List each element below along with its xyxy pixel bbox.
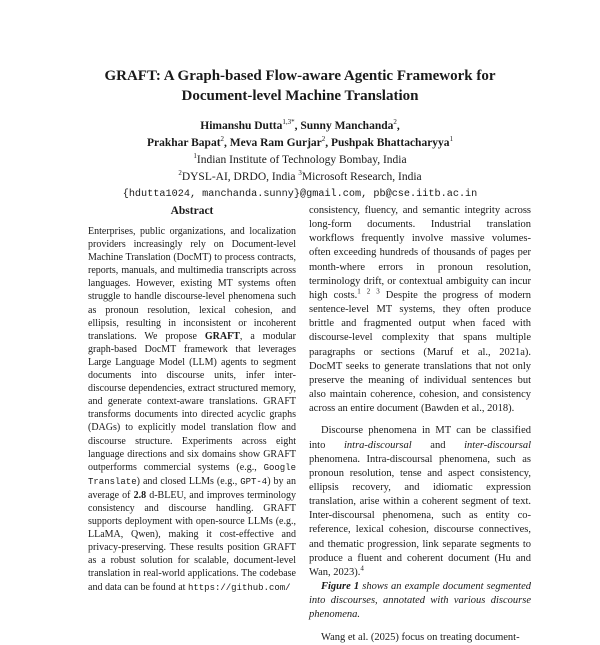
footnote-mark[interactable]: 1 <box>357 287 361 296</box>
footnote-mark[interactable]: 2 <box>366 287 371 296</box>
abstract-text-segment: ) by an average of <box>88 475 296 501</box>
author-separator: , <box>396 120 400 132</box>
abstract-text <box>88 225 296 595</box>
left-column <box>88 205 296 595</box>
abstract-text-segment: , a modular graph-based DocMT framework that leverages Large Language Model (LLM) agents to segment documents into discourse units, infer inter-discourse dependencies, extract structured memory, and generate context-aware translations. GRAFT transforms documents into directed acyclic graphs (DAGs) to explicitly model translation flow and discourse structure. Experiments across eight language directions and six domains show GRAFT outperforms commercial systems (e.g., <box>88 330 296 473</box>
author-affiliation-mark: 1,3* <box>282 118 295 127</box>
figure-label: Figure 1 <box>321 581 360 593</box>
author-block <box>0 118 600 203</box>
body-text-segment: consistency, fluency, and semantic integrity across long-form documents. Industrial translation workflows frequently involve massive volumes-often exceeding hundreds of thousands of pages per month-where errors in pronoun resolution, terminology drift, or contextual ambiguity can incur high costs. <box>309 205 531 301</box>
body-text-segment: Discourse phenomena in MT can be classified into <box>309 425 531 451</box>
figure-caption-text: shows an example document segmented into discourses, annotated with various discourse phenomena. <box>309 581 531 621</box>
title-line-2: Document-level Machine Translation <box>181 88 419 104</box>
author-separator: , <box>325 137 332 149</box>
affiliation: Microsoft Research, India <box>301 171 422 183</box>
abstract-text-segment: d-BLEU, and improves terminology consistency and discourse handling. GRAFT supports deployment with open-source LLMs (e.g., LLaMA, Qwen), making it cost-effective and privacy-preserving. These results position GRAFT as a robust solution for scalable, document-level translation in real-world applications. The codebase and data can be found at <box>88 489 296 593</box>
author-emails: {hdutta1024, manchanda.sunny}@gmail.com, pb@cse.iitb.ac.in <box>122 189 478 200</box>
term-inter-discoursal: inter-discoursal <box>464 439 531 451</box>
paper-title <box>0 66 600 106</box>
author-line-2 <box>0 135 600 152</box>
author-name: Prakhar Bapat <box>146 137 221 149</box>
body-paragraph <box>309 204 531 416</box>
affiliation-mark: 2 <box>178 169 182 178</box>
author-separator: , <box>224 137 230 149</box>
body-paragraph <box>309 631 531 645</box>
affiliation-line-1 <box>0 152 600 169</box>
figure-caption <box>309 580 531 622</box>
repo-link[interactable]: https://github.com/ <box>187 582 291 593</box>
body-text-segment: Despite the progress of modern sentence-level MT systems, they often produce brittle and fragmented output when faced with discourse-level complexity that spans multiple paragraphs or sections (Maruf et al., 2021a). DocMT seeks to generate translations that not only preserve the meaning of individual sentences but also maintain coherence, cohesion, and consistency across an entire document (Bawden et al., 2018). <box>309 289 532 415</box>
framework-name: GRAFT <box>204 330 240 342</box>
author-name: Sunny Manchanda <box>300 120 394 132</box>
author-name: Meva Ram Gurjar <box>229 137 322 149</box>
author-affiliation-mark: 2 <box>321 135 326 144</box>
abstract-text-segment: ) and closed LLMs (e.g., <box>136 475 241 487</box>
author-affiliation-mark: 2 <box>393 118 397 127</box>
author-affiliation-mark: 2 <box>220 135 225 144</box>
body-paragraph <box>309 424 531 580</box>
inline-code: GPT-4 <box>240 476 268 487</box>
author-name: Pushpak Bhattacharyya <box>331 137 450 149</box>
title-line-1: GRAFT: A Graph-based Flow-aware Agentic Framework for <box>104 68 496 84</box>
body-text-segment: Wang et al. (2025) focus on treating document- <box>321 631 520 643</box>
footnote-mark[interactable]: 3 <box>376 287 380 296</box>
affiliation: DYSL-AI, DRDO, India <box>181 171 299 183</box>
term-intra-discoursal: intra-discoursal <box>343 439 412 451</box>
footnote-mark[interactable]: 4 <box>360 564 364 573</box>
right-column <box>309 204 531 645</box>
paper-header <box>0 66 600 203</box>
author-line-1 <box>0 118 600 135</box>
body-text-segment: phenomena. Intra-discoursal phenomena, such as pronoun resolution, tense and aspect consistency, ellipsis recovery, and idiomatic expression translation, arise within a coherent segment of text. Inter-discoursal phenomena, such as entity co-reference, lexical cohesion, discourse connectives, and thematic progression, link separate segments to produce a fluent and coherent document (Hu and Wan, 2023). <box>309 453 531 578</box>
affiliation-mark: 3 <box>298 169 302 178</box>
abstract-text-segment: Enterprises, public organizations, and localization providers increasingly rely on Document-level Machine Translation (DocMT) to process contracts, reports, manuals, and multimedia transcripts across languages. However, existing MT systems often struggle to handle discourse-level phenomena such as pronoun resolution, lexical cohesion, and ellipsis, resulting in inconsistent or incoherent translations. We propose <box>88 226 296 342</box>
body-text-segment: and <box>411 439 465 451</box>
score-value: 2.8 <box>133 489 147 501</box>
affiliation-line-2 <box>0 169 600 186</box>
abstract-heading: Abstract <box>170 205 214 217</box>
inline-code: Google Translate <box>88 462 296 487</box>
author-separator: , <box>294 120 301 132</box>
author-name: Himanshu Dutta <box>200 120 283 132</box>
affiliation: Indian Institute of Technology Bombay, India <box>196 154 407 166</box>
author-affiliation-mark: 1 <box>449 135 454 144</box>
affiliation-mark: 1 <box>193 152 197 161</box>
